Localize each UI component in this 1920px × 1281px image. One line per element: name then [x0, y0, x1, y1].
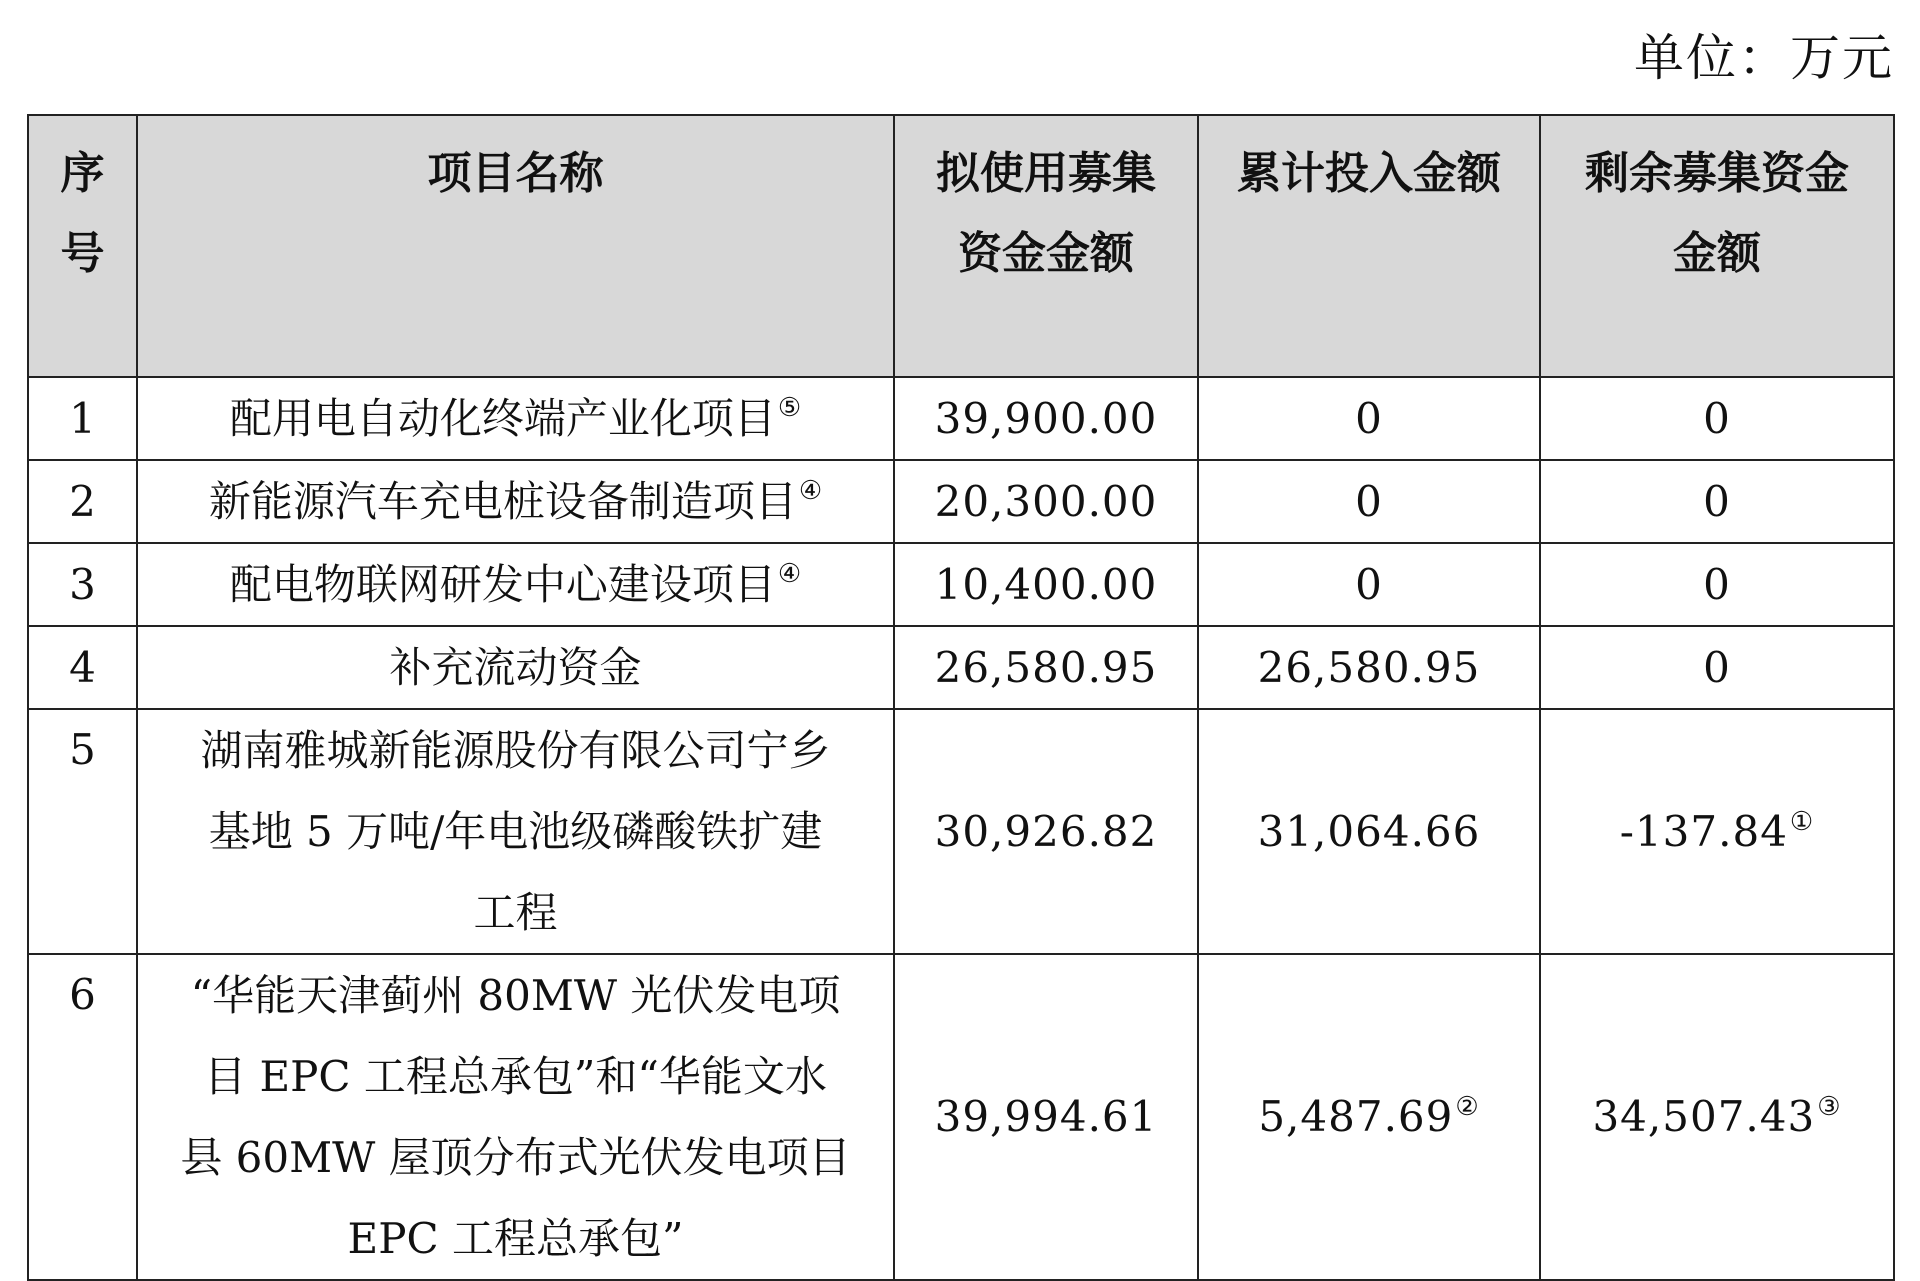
- row-project-name: 新能源汽车充电桩设备制造项目④: [137, 460, 894, 543]
- row-planned-amount: 20,300.00: [894, 460, 1198, 543]
- row-remaining-amount: 0: [1540, 543, 1894, 626]
- row-planned-amount: 10,400.00: [894, 543, 1198, 626]
- row-planned-amount: 39,900.00: [894, 377, 1198, 460]
- row-project-name: “华能天津蓟州 80MW 光伏发电项 目 EPC 工程总承包”和“华能文水 县 60MW 屋顶分布式光伏发电项目 EPC 工程总承包”: [137, 954, 894, 1280]
- footnote-marker: ②: [1455, 1092, 1480, 1122]
- row-project-name: 配用电自动化终端产业化项目⑤: [137, 377, 894, 460]
- table-header-row: [28, 115, 1894, 377]
- row-remaining-amount: 0: [1540, 626, 1894, 709]
- row-project-name: 补充流动资金: [137, 626, 894, 709]
- row-cumulative-amount: 5,487.69②: [1198, 954, 1540, 1280]
- footnote-marker: ①: [1789, 806, 1815, 837]
- footnote-marker: ③: [1817, 1092, 1842, 1122]
- row-planned-amount: 26,580.95: [894, 626, 1198, 709]
- row-project-name: 湖南雅城新能源股份有限公司宁乡 基地 5 万吨/年电池级磷酸铁扩建 工程: [137, 709, 894, 954]
- header-cumulative: 累计投入金额: [1198, 115, 1540, 377]
- row-index: 5: [28, 709, 137, 954]
- row-remaining-amount: 0: [1540, 460, 1894, 543]
- row-cumulative-amount: 26,580.95: [1198, 626, 1540, 709]
- row-cumulative-amount: 0: [1198, 543, 1540, 626]
- row-index: 3: [28, 543, 137, 626]
- row-index: 2: [28, 460, 137, 543]
- footnote-marker: ④: [798, 476, 823, 506]
- table-row: [28, 954, 1894, 1280]
- footnote-marker: ⑤: [777, 393, 802, 423]
- table-row: [28, 709, 1894, 954]
- header-remaining: 剩余募集资金 金额: [1540, 115, 1894, 377]
- fund-usage-table: [27, 114, 1895, 1281]
- row-remaining-amount: -137.84①: [1540, 709, 1894, 954]
- row-remaining-amount: 34,507.43③: [1540, 954, 1894, 1280]
- row-planned-amount: 39,994.61: [894, 954, 1198, 1280]
- header-name: 项目名称: [137, 115, 894, 377]
- footnote-marker: ④: [777, 559, 802, 589]
- row-remaining-amount: 0: [1540, 377, 1894, 460]
- unit-label: 单位：万元: [1634, 29, 1894, 87]
- row-cumulative-amount: 0: [1198, 460, 1540, 543]
- header-planned: 拟使用募集 资金金额: [894, 115, 1198, 377]
- header-index: 序 号: [28, 115, 137, 377]
- table-row: [28, 377, 1894, 460]
- table-row: [28, 460, 1894, 543]
- row-index: 6: [28, 954, 137, 1280]
- row-cumulative-amount: 0: [1198, 377, 1540, 460]
- row-index: 1: [28, 377, 137, 460]
- row-cumulative-amount: 31,064.66: [1198, 709, 1540, 954]
- row-planned-amount: 30,926.82: [894, 709, 1198, 954]
- row-project-name: 配电物联网研发中心建设项目④: [137, 543, 894, 626]
- table-row: [28, 543, 1894, 626]
- table-row: [28, 626, 1894, 709]
- row-index: 4: [28, 626, 137, 709]
